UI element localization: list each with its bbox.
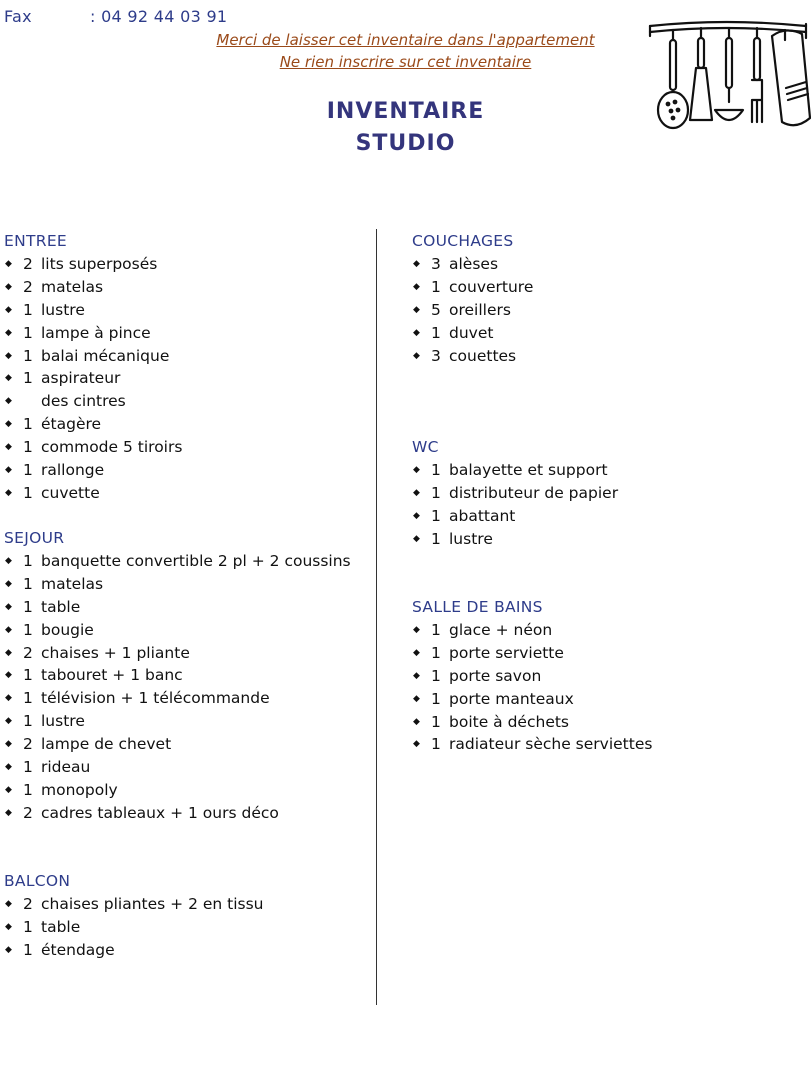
inventory-item [4, 710, 351, 733]
inventory-item [412, 482, 618, 505]
item-label: banquette convertible 2 pl + 2 coussins [41, 552, 351, 570]
inventory-item [4, 390, 182, 413]
kitchen-utensils-icon [646, 18, 811, 136]
item-quantity: 5 [431, 300, 441, 319]
item-quantity: 1 [23, 323, 33, 342]
item-quantity: 1 [23, 438, 33, 457]
item-quantity: 1 [23, 461, 33, 480]
inventory-item [4, 664, 351, 687]
inventory-item [412, 733, 652, 756]
inventory-item [4, 345, 182, 368]
item-list [412, 619, 652, 756]
item-quantity: 3 [431, 255, 441, 273]
page-subtitle: STUDIO [355, 131, 456, 156]
item-label: lampe de chevet [41, 735, 172, 754]
inventory-item [412, 276, 533, 299]
item-label: porte serviette [449, 643, 564, 662]
fax-label: Fax [4, 7, 32, 26]
item-quantity: 1 [431, 689, 441, 708]
inventory-item [4, 253, 182, 276]
inventory-item [4, 779, 351, 802]
diamond-bullet-icon: ◆ [5, 465, 12, 476]
item-list [4, 893, 264, 962]
diamond-bullet-icon: ◆ [5, 281, 12, 292]
item-label: lits superposés [41, 255, 158, 273]
item-label: abattant [449, 506, 516, 525]
diamond-bullet-icon: ◆ [5, 762, 12, 773]
item-list [4, 550, 351, 825]
item-quantity: 1 [431, 643, 441, 662]
item-quantity: 3 [431, 346, 441, 365]
diamond-bullet-icon: ◆ [413, 625, 420, 635]
section-balcon [4, 870, 264, 962]
diamond-bullet-icon: ◆ [413, 647, 420, 658]
item-label: monopoly [41, 780, 118, 799]
item-quantity: 1 [23, 346, 33, 365]
item-label: oreillers [449, 300, 511, 319]
section-entree [4, 230, 182, 505]
item-label: couverture [449, 277, 534, 296]
item-label: glace + néon [449, 621, 553, 639]
section-couchages [412, 230, 533, 367]
section-title: BALCON [4, 872, 71, 890]
section-salle-de-bains [412, 596, 652, 756]
item-quantity: 1 [23, 597, 33, 616]
diamond-bullet-icon: ◆ [5, 373, 12, 384]
diamond-bullet-icon: ◆ [413, 533, 420, 544]
item-label: table [41, 917, 81, 936]
notice-no-write: Ne rien inscrire sur cet inventaire [279, 53, 532, 71]
diamond-bullet-icon: ◆ [413, 716, 420, 727]
inventory-item [412, 642, 652, 665]
item-label: tabouret + 1 banc [41, 666, 183, 685]
inventory-item [412, 345, 533, 368]
inventory-item [412, 322, 533, 345]
inventory-item [412, 688, 652, 711]
notice-keep: Merci de laisser cet inventaire dans l'appartement [216, 31, 595, 49]
item-quantity: 2 [23, 895, 33, 913]
inventory-item [412, 253, 533, 276]
diamond-bullet-icon: ◆ [5, 556, 12, 566]
item-label: porte manteaux [449, 689, 574, 708]
item-quantity: 1 [23, 620, 33, 639]
diamond-bullet-icon: ◆ [5, 647, 12, 658]
inventory-item [4, 756, 351, 779]
item-label: radiateur sèche serviettes [449, 735, 653, 754]
inventory-item [4, 619, 351, 642]
item-list [412, 253, 533, 367]
inventory-item [4, 276, 182, 299]
inventory-item [412, 505, 618, 528]
item-label: couettes [449, 346, 517, 365]
section-wc [412, 436, 618, 551]
section-title: SEJOUR [4, 529, 65, 547]
diamond-bullet-icon: ◆ [5, 601, 12, 612]
diamond-bullet-icon: ◆ [5, 350, 12, 361]
item-label: étagère [41, 415, 102, 434]
item-label: matelas [41, 574, 104, 593]
item-label: télévision + 1 télécommande [41, 689, 270, 708]
section-sejour [4, 527, 351, 825]
diamond-bullet-icon: ◆ [413, 487, 420, 498]
diamond-bullet-icon: ◆ [5, 624, 12, 635]
inventory-item [4, 367, 182, 390]
diamond-bullet-icon: ◆ [5, 693, 12, 704]
diamond-bullet-icon: ◆ [5, 899, 12, 909]
item-quantity: 1 [23, 552, 33, 570]
diamond-bullet-icon: ◆ [413, 670, 420, 681]
diamond-bullet-icon: ◆ [413, 350, 420, 361]
item-quantity: 1 [23, 369, 33, 388]
item-quantity: 1 [23, 712, 33, 731]
section-title: WC [412, 438, 439, 456]
item-label: balai mécanique [41, 346, 170, 365]
inventory-item [4, 322, 182, 345]
inventory-item [4, 939, 264, 962]
item-quantity: 1 [23, 940, 33, 959]
diamond-bullet-icon: ◆ [5, 396, 12, 407]
item-quantity: 1 [23, 415, 33, 434]
item-label: rallonge [41, 461, 105, 480]
inventory-item [412, 459, 618, 482]
item-quantity: 1 [23, 780, 33, 799]
inventory-item [4, 459, 182, 482]
inventory-item [412, 299, 533, 322]
item-quantity: 1 [23, 917, 33, 936]
item-label: balayette et support [449, 461, 608, 479]
page-title: INVENTAIRE [326, 99, 485, 124]
inventory-item [412, 528, 618, 551]
diamond-bullet-icon: ◆ [413, 327, 420, 338]
diamond-bullet-icon: ◆ [5, 578, 12, 589]
inventory-item [4, 573, 351, 596]
item-quantity: 1 [431, 323, 441, 342]
item-quantity: 1 [23, 483, 33, 502]
item-quantity: 1 [431, 735, 441, 754]
inventory-item [4, 916, 264, 939]
inventory-item [4, 687, 351, 710]
inventory-item [4, 550, 351, 573]
inventory-item [4, 802, 351, 825]
item-list [4, 253, 182, 505]
item-quantity: 1 [23, 758, 33, 777]
inventory-item [412, 711, 652, 734]
diamond-bullet-icon: ◆ [5, 784, 12, 795]
diamond-bullet-icon: ◆ [413, 739, 420, 750]
diamond-bullet-icon: ◆ [5, 487, 12, 498]
item-quantity: 2 [23, 277, 33, 296]
item-label: table [41, 597, 81, 616]
item-label: lustre [41, 300, 85, 319]
item-label: boite à déchets [449, 712, 570, 731]
inventory-item [4, 642, 351, 665]
diamond-bullet-icon: ◆ [5, 807, 12, 818]
item-label: lustre [41, 712, 85, 731]
item-label: matelas [41, 277, 104, 296]
item-quantity: 1 [431, 529, 441, 548]
item-quantity: 1 [431, 621, 441, 639]
item-quantity: 2 [23, 735, 33, 754]
section-title: SALLE DE BAINS [412, 598, 543, 616]
diamond-bullet-icon: ◆ [5, 259, 12, 269]
fax-value: : 04 92 44 03 91 [90, 7, 228, 26]
item-label: lustre [449, 529, 493, 548]
item-label: étendage [41, 940, 115, 959]
fax-line [4, 7, 227, 26]
diamond-bullet-icon: ◆ [413, 281, 420, 292]
inventory-item [4, 436, 182, 459]
diamond-bullet-icon: ◆ [413, 693, 420, 704]
diamond-bullet-icon: ◆ [413, 259, 420, 269]
item-label: chaises + 1 pliante [41, 643, 190, 662]
item-label: aspirateur [41, 369, 121, 388]
item-label: cuvette [41, 483, 100, 502]
diamond-bullet-icon: ◆ [5, 442, 12, 453]
section-title: COUCHAGES [412, 232, 514, 250]
item-label: rideau [41, 758, 91, 777]
item-quantity: 2 [23, 803, 33, 822]
item-quantity: 1 [431, 506, 441, 525]
item-label: des cintres [41, 392, 126, 411]
item-quantity: 2 [23, 255, 33, 273]
diamond-bullet-icon: ◆ [5, 304, 12, 315]
inventory-item [4, 299, 182, 322]
item-label: cadres tableaux + 1 ours déco [41, 803, 279, 822]
item-quantity: 1 [431, 666, 441, 685]
item-quantity: 1 [23, 300, 33, 319]
diamond-bullet-icon: ◆ [413, 465, 420, 475]
diamond-bullet-icon: ◆ [5, 419, 12, 430]
item-label: chaises pliantes + 2 en tissu [41, 895, 264, 913]
section-title: ENTREE [4, 232, 68, 250]
item-quantity: 2 [23, 643, 33, 662]
item-quantity: 1 [431, 712, 441, 731]
inventory-item [4, 413, 182, 436]
diamond-bullet-icon: ◆ [5, 670, 12, 681]
diamond-bullet-icon: ◆ [413, 510, 420, 521]
item-quantity: 1 [431, 483, 441, 502]
inventory-item [4, 596, 351, 619]
inventory-item [412, 665, 652, 688]
inventory-item [4, 893, 264, 916]
diamond-bullet-icon: ◆ [5, 716, 12, 727]
item-label: porte savon [449, 666, 542, 685]
item-label: commode 5 tiroirs [41, 438, 183, 457]
item-label: duvet [449, 323, 494, 342]
item-label: distributeur de papier [449, 483, 619, 502]
item-quantity: 1 [23, 666, 33, 685]
diamond-bullet-icon: ◆ [413, 304, 420, 315]
item-quantity: 1 [23, 689, 33, 708]
diamond-bullet-icon: ◆ [5, 944, 12, 955]
item-label: lampe à pince [41, 323, 151, 342]
column-divider [376, 229, 377, 1005]
item-quantity: 1 [431, 277, 441, 296]
item-label: alèses [449, 255, 499, 273]
inventory-item [412, 619, 652, 642]
inventory-item [4, 733, 351, 756]
item-label: bougie [41, 620, 94, 639]
item-quantity: 1 [431, 461, 441, 479]
diamond-bullet-icon: ◆ [5, 921, 12, 932]
inventory-item [4, 482, 182, 505]
item-list [412, 459, 618, 551]
diamond-bullet-icon: ◆ [5, 327, 12, 338]
diamond-bullet-icon: ◆ [5, 739, 12, 750]
item-quantity: 1 [23, 574, 33, 593]
